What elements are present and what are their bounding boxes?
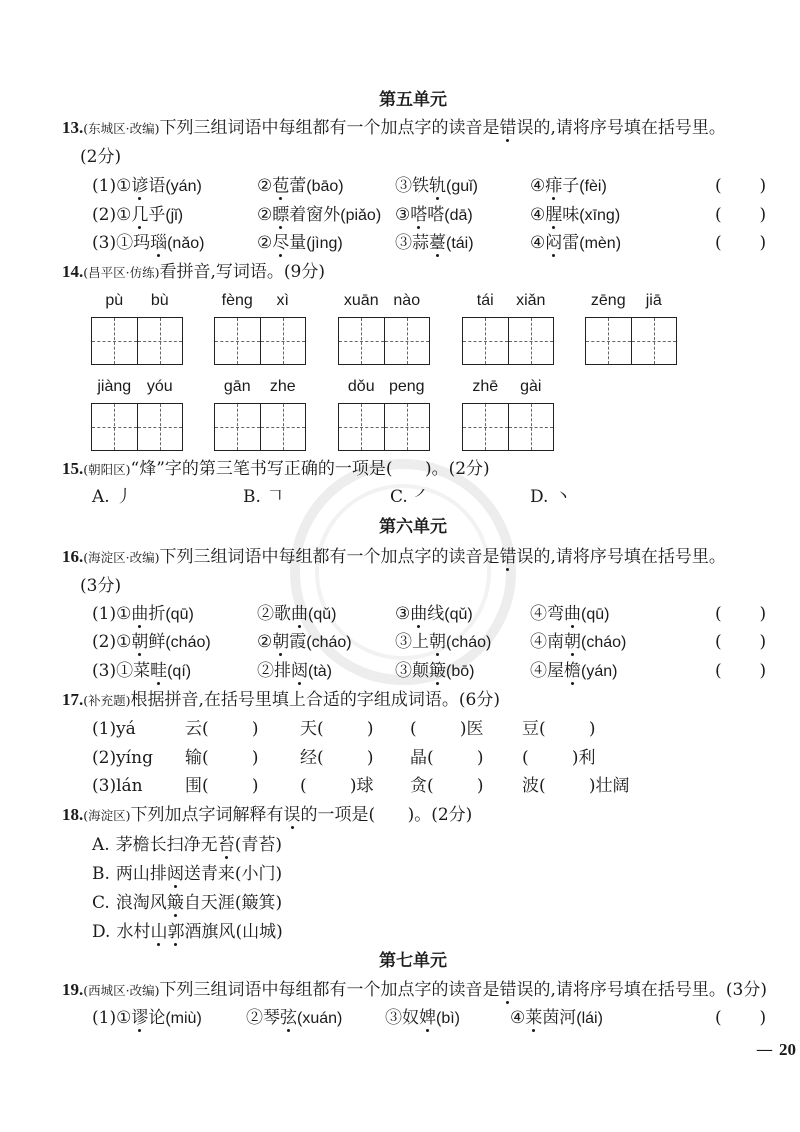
answer-blank: ( ) — [715, 205, 767, 225]
tianzige-pair — [91, 292, 183, 365]
tianzige-pair — [462, 292, 554, 365]
option-key: D. — [92, 922, 111, 942]
word-text: 语 — [148, 176, 166, 196]
dotted-char: 错 — [499, 547, 517, 567]
pinyin-reading: (xīng) — [579, 207, 621, 224]
dotted-char: 山 — [150, 922, 168, 942]
explanation: (小门) — [234, 864, 283, 884]
word-text: 弯 — [547, 604, 564, 624]
word-text: 屋 — [547, 661, 564, 681]
pinyin-syllable: zhe — [269, 378, 296, 395]
option-b — [243, 487, 284, 507]
tianzige-cell — [261, 292, 306, 364]
question-source: (朝阳区) — [83, 462, 131, 477]
answer-blank: ( ) — [715, 604, 767, 624]
pinyin-syllable: tái — [476, 292, 494, 309]
option-number: ① — [116, 604, 132, 624]
option-number: ③ — [395, 632, 412, 652]
word-text: 奴 — [402, 1008, 419, 1028]
word-option — [92, 661, 191, 681]
word-text: 霞 — [289, 632, 307, 652]
question-15-stem — [62, 459, 490, 479]
word-option — [92, 604, 194, 624]
fill-blank-word: 经( ) — [300, 748, 374, 768]
question-16-stem — [62, 547, 726, 567]
word-option — [530, 233, 621, 253]
dotted-char: 曲 — [131, 604, 149, 624]
option-number: ① — [116, 176, 132, 196]
word-option — [395, 604, 473, 624]
option-a — [92, 487, 133, 507]
tianzige-cell — [138, 292, 183, 364]
option-key: B. — [92, 864, 110, 884]
word-text: 乎 — [148, 205, 166, 225]
pinyin-syllable: nào — [393, 292, 421, 309]
word-text: 排 — [274, 661, 291, 681]
stem-text: 看拼音,写词语。(9分) — [159, 262, 325, 282]
answer-blank: ( ) — [715, 661, 767, 681]
row-label: (1) — [92, 1008, 117, 1028]
pinyin-syllable: pù — [105, 292, 124, 309]
option-number: ④ — [530, 176, 546, 196]
row-label: (1)yá — [92, 719, 136, 739]
question-19-stem — [62, 980, 767, 1000]
pinyin-reading: (miù) — [165, 1010, 202, 1027]
word-option — [92, 233, 204, 253]
word-text: 颠 — [412, 661, 429, 681]
row-label: (3)lán — [92, 776, 143, 796]
option-key: A. — [92, 487, 110, 507]
pinyin-syllable: bù — [150, 292, 169, 309]
option-number: ① — [116, 205, 132, 225]
tianzige-cell — [632, 292, 677, 364]
row-label: (2) — [92, 205, 117, 225]
tianzige-cell — [509, 378, 554, 450]
pinyin-reading: (qǔ) — [444, 606, 473, 623]
dotted-char: 痱 — [545, 176, 563, 196]
pinyin-reading: (piǎo) — [340, 207, 382, 224]
option-d — [530, 487, 571, 507]
pinyin-reading: (cháo) — [581, 634, 627, 651]
fill-blank-word: 晶( ) — [410, 748, 484, 768]
stem-text: 的一项是( )。(2分) — [300, 805, 473, 825]
tianzige-cell — [586, 292, 632, 364]
word-option — [395, 176, 478, 196]
pinyin-reading: (jìng) — [306, 235, 343, 252]
word-text: 子 — [562, 176, 580, 196]
tianzige-cell — [463, 378, 509, 450]
explanation: (簸箕) — [234, 893, 283, 913]
option-number: ④ — [530, 233, 546, 253]
option-a — [92, 835, 282, 855]
fill-blank-word: 云( ) — [185, 719, 259, 739]
word-option — [92, 1008, 202, 1028]
option-number: ③ — [395, 233, 412, 253]
dotted-char: 莱 — [525, 1008, 543, 1028]
word-option — [395, 632, 491, 652]
dotted-char: 薹 — [429, 233, 446, 253]
question-number: 15. — [62, 459, 84, 478]
word-text: 琴 — [263, 1008, 280, 1028]
word-option — [257, 604, 336, 624]
dotted-char: 闼 — [166, 864, 184, 884]
dotted-char: 谬 — [131, 1008, 149, 1028]
question-17-stem — [62, 690, 500, 710]
dotted-char: 簸 — [166, 893, 184, 913]
row-label: (2) — [92, 632, 117, 652]
dotted-char: 朝 — [131, 632, 149, 652]
stem-text: 根据拼音,在括号里填上合适的字组成词语。(6分) — [130, 690, 500, 710]
tianzige-pair — [91, 378, 183, 451]
word-option — [530, 176, 607, 196]
pinyin-reading: (cháo) — [165, 634, 211, 651]
question-source: (昌平区·仿练) — [83, 265, 160, 280]
tianzige-pair — [585, 292, 677, 365]
pinyin-reading: (tà) — [308, 663, 332, 680]
option-number: ② — [257, 604, 274, 624]
word-option — [257, 205, 381, 225]
pinyin-reading: (nǎo) — [167, 235, 205, 252]
tianzige-cell — [463, 292, 509, 364]
question-number: 19. — [62, 980, 84, 999]
option-number: ① — [116, 233, 134, 253]
word-text: 蕾 — [289, 176, 307, 196]
word-option — [385, 1008, 460, 1028]
dotted-char: 轨 — [429, 176, 446, 196]
option-key: B. — [243, 487, 261, 507]
pinyin-syllable: jiā — [645, 292, 662, 309]
pinyin-reading: (yán) — [165, 178, 202, 195]
answer-blank: ( ) — [715, 632, 767, 652]
dotted-char: 闷 — [545, 233, 563, 253]
pinyin-reading: (qǔ) — [308, 606, 337, 623]
tianzige-pair — [338, 292, 430, 365]
pinyin-syllable: xiǎn — [516, 292, 546, 309]
unit-title: 第五单元 — [379, 90, 447, 110]
word-text: 味 — [562, 205, 580, 225]
pinyin-reading: (lái) — [576, 1010, 603, 1027]
unit-title: 第七单元 — [379, 951, 447, 971]
question-source: (补充题) — [83, 693, 131, 708]
question-13-stem — [62, 118, 726, 138]
question-source: (海淀区·改编) — [83, 550, 160, 565]
option-key: D. — [530, 487, 549, 507]
question-number: 13. — [62, 118, 84, 137]
pinyin-syllable: yóu — [146, 378, 173, 395]
word-text: 着窗外 — [289, 205, 341, 225]
question-source: (西城区·改编) — [83, 983, 160, 998]
pinyin-syllable: xì — [276, 292, 289, 309]
dotted-char: 曲 — [291, 604, 308, 624]
option-number: ② — [257, 233, 273, 253]
question-18-stem — [62, 805, 472, 825]
pinyin-syllable: gān — [223, 378, 251, 395]
question-score: (2分) — [80, 147, 122, 167]
pinyin-reading: (cháo) — [306, 634, 352, 651]
dotted-char: 朝 — [564, 632, 581, 652]
stem-text: 误的,请将序号填在括号里。 — [516, 118, 726, 138]
word-text: 南 — [547, 632, 564, 652]
option-number: ② — [257, 176, 273, 196]
stem-text: 下列加点字词解释有 — [130, 805, 284, 825]
option-c — [390, 487, 431, 507]
pinyin-reading: (guǐ) — [446, 178, 479, 195]
fill-blank-word: 贪( ) — [410, 776, 484, 796]
tianzige-pair — [462, 378, 554, 451]
option-number: ② — [257, 661, 274, 681]
stem-text: 误的,请将序号填在括号里。(3分) — [516, 980, 767, 1000]
dotted-char: 曲 — [564, 604, 581, 624]
tianzige-pair — [338, 378, 430, 451]
word-option — [530, 604, 609, 624]
fill-blank-word: 输( ) — [185, 748, 259, 768]
stem-text: 下列三组词语中每组都有一个加点字的读音是 — [159, 547, 500, 567]
option-number: ④ — [530, 661, 547, 681]
option-number: ③ — [395, 205, 411, 225]
tianzige-cell — [92, 378, 138, 450]
pinyin-reading: (qí) — [167, 663, 192, 680]
dotted-char: 几 — [131, 205, 149, 225]
option-number: ① — [116, 632, 132, 652]
pinyin-reading: (qū) — [581, 606, 610, 623]
dotted-char: 错 — [499, 118, 517, 138]
tianzige-cell — [339, 292, 385, 364]
option-number: ④ — [530, 205, 546, 225]
option-number: ② — [257, 632, 273, 652]
fill-blank-word: 围( ) — [185, 776, 259, 796]
question-source: (海淀区) — [83, 808, 131, 823]
pinyin-syllable: peng — [388, 378, 425, 395]
word-option — [530, 661, 617, 681]
tianzige-cell — [215, 378, 261, 450]
dotted-char: 腥 — [545, 205, 563, 225]
poem-line: 自天涯 — [183, 893, 235, 913]
pinyin-reading: (cháo) — [446, 634, 492, 651]
pinyin-syllable: dǒu — [347, 378, 375, 395]
pinyin-reading: (bāo) — [306, 178, 344, 195]
poem-line: 茅檐长扫净无 — [115, 835, 218, 855]
fill-blank-word: 波( )壮阔 — [522, 776, 630, 796]
unit-title: 第六单元 — [379, 517, 447, 537]
dotted-char: 苞 — [272, 176, 290, 196]
word-text: 雷 — [562, 233, 580, 253]
tianzige-cell — [385, 378, 430, 450]
stem-text: 误的,请将序号填在括号里。 — [516, 547, 726, 567]
word-text: 鲜 — [148, 632, 166, 652]
pinyin-reading: (fèi) — [579, 178, 607, 195]
stem-text: “烽”字的第三笔书写正确的一项是( )。(2分) — [130, 459, 490, 479]
pinyin-reading: (qū) — [165, 606, 194, 623]
page-dash: — — [756, 1040, 773, 1060]
word-text: 蒜 — [412, 233, 429, 253]
fill-blank-word: 豆( ) — [522, 719, 596, 739]
word-text: 线 — [427, 604, 445, 624]
pinyin-reading: (yán) — [581, 663, 618, 680]
option-d — [92, 922, 283, 942]
explanation: (青苔) — [234, 835, 282, 855]
question-source: (东城区·改编) — [83, 121, 160, 136]
poem-line: 水村 — [116, 922, 151, 942]
option-number: ② — [246, 1008, 263, 1028]
tianzige-cell — [339, 378, 385, 450]
word-text: 菜 — [133, 661, 151, 681]
question-number: 14. — [62, 262, 84, 281]
word-option — [395, 233, 474, 253]
dotted-char: 瞟 — [272, 205, 290, 225]
row-label: (1) — [92, 604, 117, 624]
tianzige-cell — [261, 378, 306, 450]
pinyin-syllable: zēng — [590, 292, 626, 309]
pinyin-syllable: zhē — [472, 378, 499, 395]
word-text: 歌 — [274, 604, 291, 624]
dotted-char: 错 — [499, 980, 517, 1000]
fill-blank-word: 天( ) — [300, 719, 374, 739]
page-number — [756, 1040, 796, 1060]
option-b — [92, 864, 282, 884]
pinyin-reading: (xuán) — [297, 1010, 343, 1027]
row-label: (3) — [92, 661, 117, 681]
tianzige-cell — [509, 292, 554, 364]
dotted-char: 瑙 — [150, 233, 168, 253]
fill-blank-word: ( )医 — [410, 719, 484, 739]
poem-line: 酒旗风 — [184, 922, 236, 942]
word-option — [92, 632, 211, 652]
answer-blank: ( ) — [715, 176, 767, 196]
tianzige-pair — [214, 292, 306, 365]
poem-line: 浪淘风 — [115, 893, 167, 913]
pinyin-reading: (mèn) — [579, 235, 622, 252]
option-number: ③ — [395, 604, 411, 624]
question-14-stem — [62, 262, 325, 282]
word-text: 嗒 — [427, 205, 445, 225]
pinyin-syllable: xuān — [343, 292, 379, 309]
tianzige-cell — [385, 292, 430, 364]
option-number: ③ — [395, 176, 412, 196]
fill-blank-word: ( )球 — [300, 776, 374, 796]
row-label: (3) — [92, 233, 117, 253]
pinyin-syllable: gài — [520, 378, 542, 395]
tianzige-cell — [92, 292, 138, 364]
dotted-char: 谚 — [131, 176, 149, 196]
pinyin-reading: (jǐ) — [165, 207, 184, 224]
stroke-glyph: 丿 — [115, 487, 133, 507]
word-option — [257, 233, 343, 253]
row-label: (2)yíng — [92, 748, 153, 768]
pinyin-reading: (tái) — [446, 235, 474, 252]
option-key: C. — [390, 487, 408, 507]
word-text: 茵河 — [542, 1008, 577, 1028]
dotted-char: 檐 — [564, 661, 581, 681]
dotted-char: 簸 — [429, 661, 446, 681]
tianzige-cell — [138, 378, 183, 450]
stem-text: 下列三组词语中每组都有一个加点字的读音是 — [159, 118, 500, 138]
word-text: 量 — [289, 233, 307, 253]
poem-line: 两山排 — [115, 864, 167, 884]
word-text: 上 — [412, 632, 429, 652]
word-option — [530, 205, 620, 225]
word-option — [92, 176, 202, 196]
question-score: (3分) — [80, 576, 122, 596]
option-key: C. — [92, 893, 110, 913]
word-option — [395, 205, 473, 225]
option-number: ③ — [395, 661, 412, 681]
word-option — [246, 1008, 342, 1028]
option-number: ④ — [530, 604, 547, 624]
word-option — [257, 176, 344, 196]
dotted-char: 弦 — [280, 1008, 297, 1028]
pinyin-syllable: jiàng — [97, 378, 132, 395]
option-number: ① — [116, 1008, 132, 1028]
row-label: (1) — [92, 176, 117, 196]
dotted-char: 曲 — [410, 604, 428, 624]
option-number: ③ — [385, 1008, 402, 1028]
word-option — [395, 661, 474, 681]
option-key: A. — [92, 835, 110, 855]
word-option — [92, 205, 183, 225]
dotted-char: 尽 — [272, 233, 290, 253]
tianzige-cell — [215, 292, 261, 364]
word-text: 玛 — [133, 233, 151, 253]
dotted-char: 嗒 — [410, 205, 428, 225]
dotted-char: 苔 — [217, 835, 235, 855]
question-number: 17. — [62, 690, 84, 709]
pinyin-reading: (bì) — [436, 1010, 460, 1027]
option-number: ④ — [530, 632, 547, 652]
dotted-char: 闼 — [291, 661, 308, 681]
answer-blank: ( ) — [715, 233, 767, 253]
pinyin-reading: (bō) — [446, 663, 475, 680]
word-option — [257, 661, 332, 681]
fill-blank-word: ( )利 — [522, 748, 596, 768]
word-text: 折 — [148, 604, 166, 624]
pinyin-reading: (dā) — [444, 207, 473, 224]
word-text: 论 — [148, 1008, 166, 1028]
stem-text: 下列三组词语中每组都有一个加点字的读音是 — [159, 980, 500, 1000]
word-option — [510, 1008, 603, 1028]
dotted-char: 朝 — [429, 632, 446, 652]
question-number: 16. — [62, 547, 84, 566]
dotted-char: 畦 — [150, 661, 168, 681]
dotted-char: 郭 — [167, 922, 185, 942]
option-number: ④ — [510, 1008, 526, 1028]
explanation: (山城) — [235, 922, 283, 942]
dotted-char: 婢 — [419, 1008, 436, 1028]
word-option — [257, 632, 352, 652]
dotted-char: 误 — [283, 805, 301, 825]
page-number-value: 20 — [779, 1040, 796, 1059]
dotted-char: 朝 — [272, 632, 290, 652]
option-c — [92, 893, 282, 913]
answer-blank: ( ) — [715, 1008, 767, 1028]
pinyin-syllable: fèng — [221, 292, 253, 309]
word-option — [530, 632, 626, 652]
tianzige-pair — [214, 378, 306, 451]
question-number: 18. — [62, 805, 84, 824]
option-number: ① — [116, 661, 134, 681]
stroke-glyph: 𠃍 — [266, 487, 284, 507]
stroke-glyph: ㇒ — [413, 487, 431, 507]
stroke-glyph: 丶 — [554, 487, 572, 507]
word-text: 铁 — [412, 176, 429, 196]
option-number: ② — [257, 205, 273, 225]
poem-line: 送青来 — [183, 864, 235, 884]
